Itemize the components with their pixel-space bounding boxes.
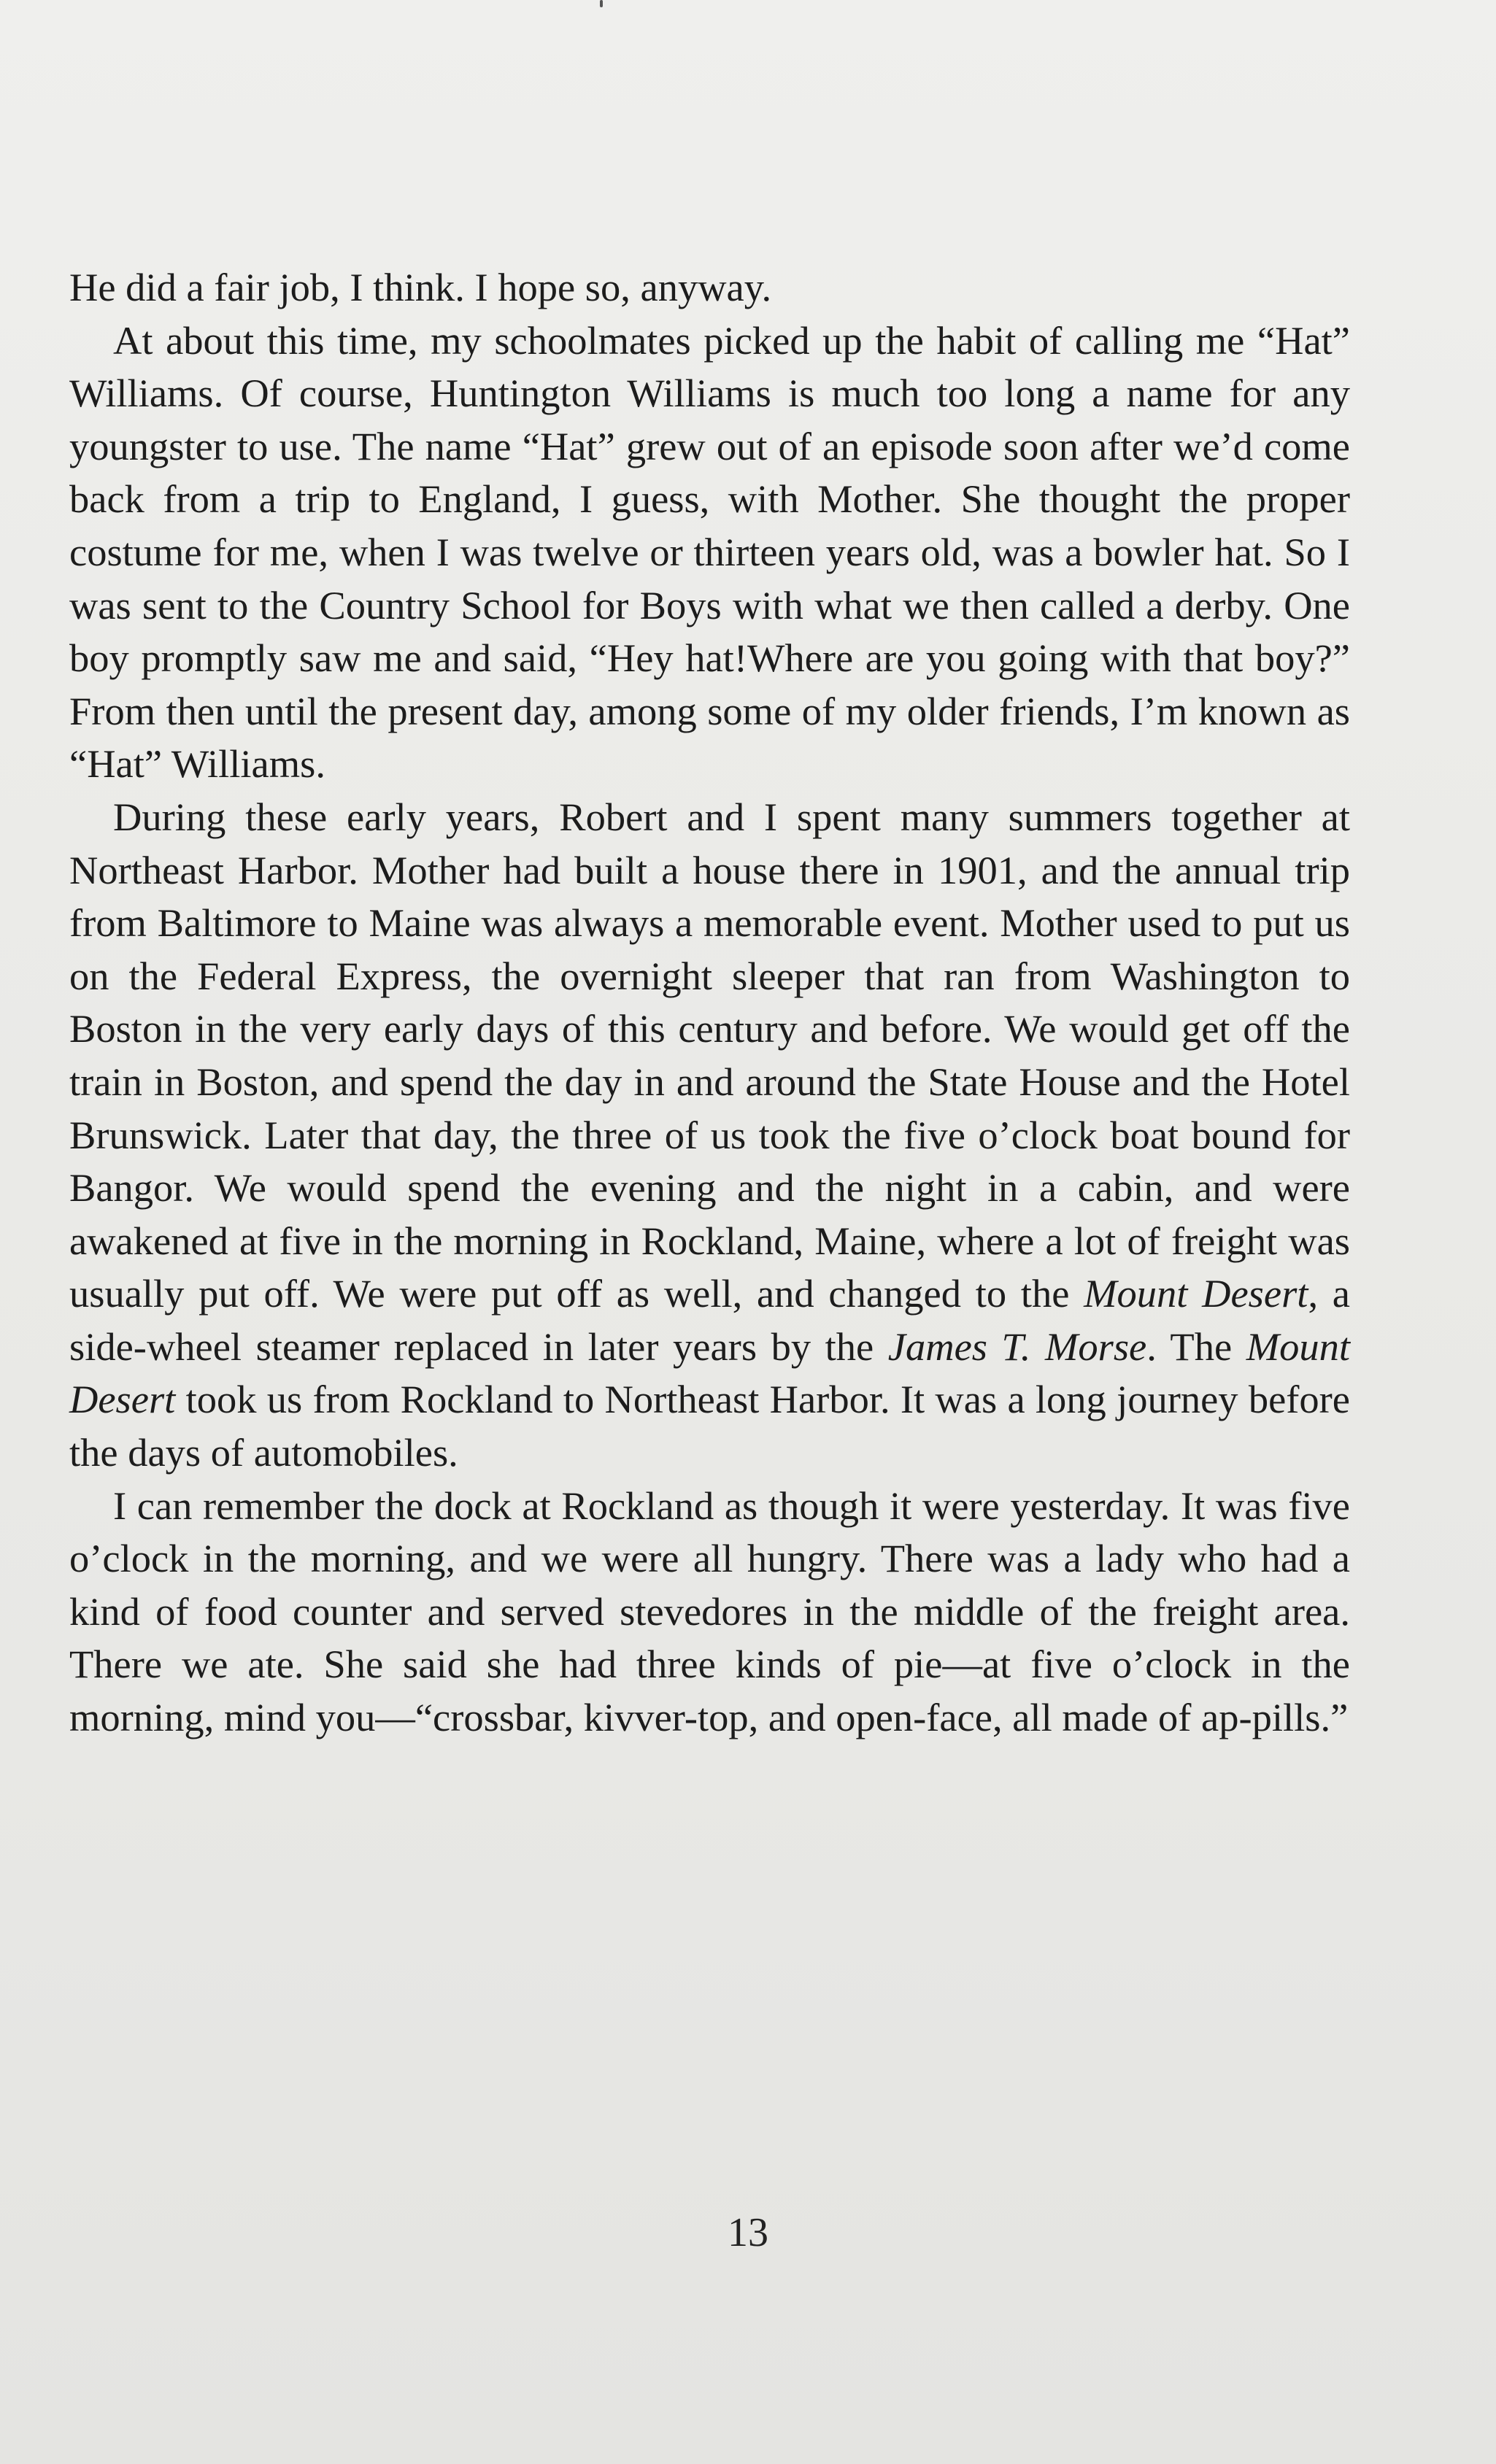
text-segment: took us from Rockland to Northeast Harbor. It was a long journey before the days of automobiles. (69, 1377, 1350, 1475)
text-segment: During these early years, Robert and I spent many summers together at Northeast Harbor. Mother had built a house there in 1901, and the annual trip from Baltimore to Maine was always a memorable event. Mother used to put us on the Federal Express, the overnight sleeper that ran from Washington to Boston in the very early days of this century and before. We would get off the train in Boston, and spend the day in and around the State House and the Hotel Brunswick. Later that day, the three of us took the five o’clock boat bound for Bangor. We would spend the evening and the night in a cabin, and were awakened at five in the morning in Rockland, Maine, where a lot of freight was usually put off. We were put off as well, and changed to the (69, 794, 1350, 1316)
paragraph-2 (69, 314, 1350, 791)
paragraph-1 (69, 261, 1350, 314)
text-segment: At about this time, my schoolmates picked up the habit of calling me “Hat” Williams. Of course, Huntington Williams is much too long a name for any youngster to use. The name “Hat” grew out of an episode soon after we’d come back from a trip to England, I guess, with Mother. She thought the proper costume for me, when I was twelve or thirteen years old, was a bowler hat. So I was sent to the Country School for Boys with what we then called a derby. One boy promptly saw me and said, “Hey hat!Where are you going with that boy?” From then until the present day, among some of my older friends, I’m known as “Hat” Williams. (69, 317, 1350, 787)
text-segment: . The (1146, 1324, 1246, 1369)
ship-name-italic: Mount Desert (69, 1324, 1350, 1422)
paragraph-4 (69, 1480, 1350, 1745)
ship-name-italic: James T. Morse (887, 1324, 1147, 1369)
ship-name-italic: Mount Desert (1084, 1271, 1308, 1316)
text-segment: He did a fair job, I think. I hope so, anyway. (69, 265, 772, 309)
ink-mark (600, 0, 603, 7)
page-number: 13 (728, 2210, 768, 2255)
paragraph-3 (69, 791, 1350, 1480)
body-text (69, 261, 1350, 1745)
text-segment: I can remember the dock at Rockland as though it were yesterday. It was five o’clock in the morning, and we were all hungry. There was a lady who had a kind of food counter and served stevedores in the middle of the freight area. There we ate. She said she had three kinds of pie—at five o’clock in the morning, mind you—“crossbar, kivver-top, and open-face, all made of ap-pills.” (69, 1483, 1350, 1740)
text-segment: , a side-wheel steamer replaced in later years by the (69, 1271, 1350, 1369)
